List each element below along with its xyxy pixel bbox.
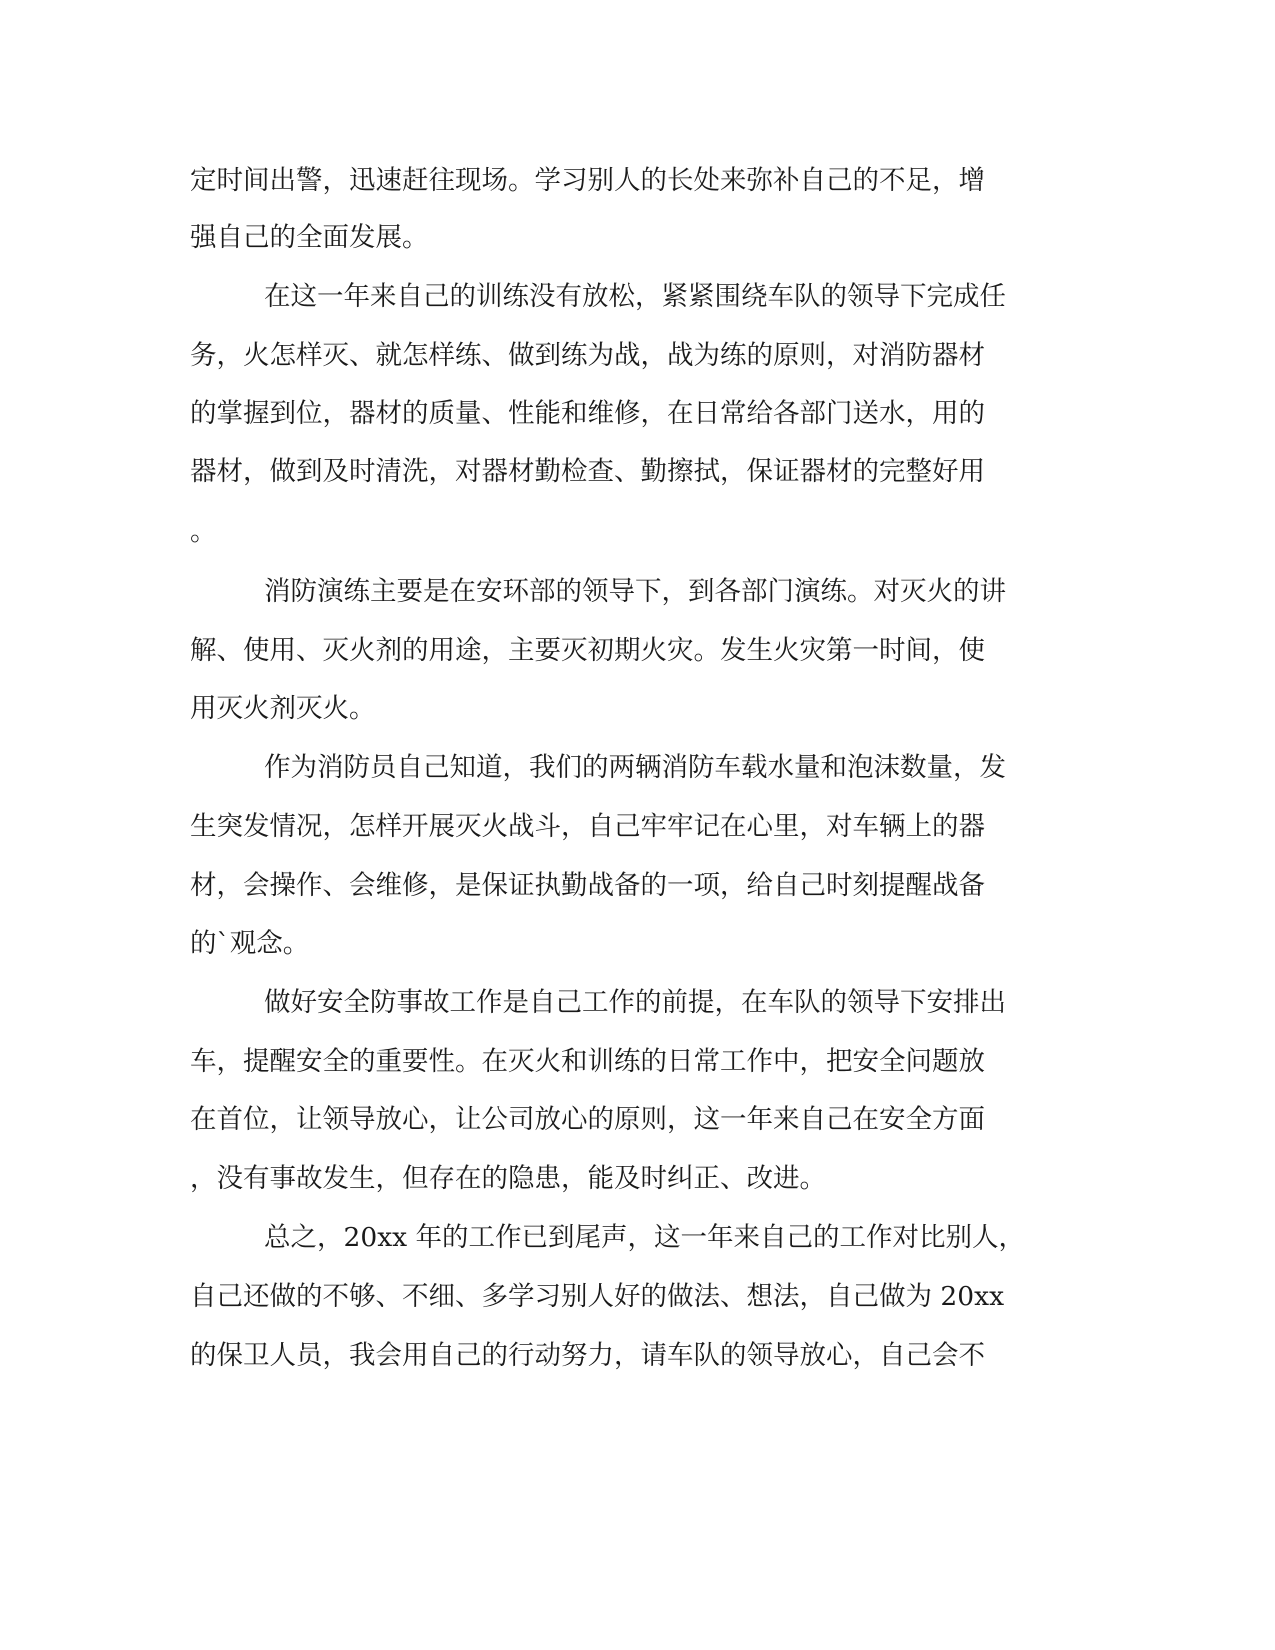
text-line: 材，会操作、会维修，是保证执勤战备的一项，给自己时刻提醒战备 (190, 870, 985, 901)
text-line: 的掌握到位，器材的质量、性能和维修，在日常给各部门送水，用的 (190, 398, 985, 429)
paragraph-first-line: 作为消防员自己知道，我们的两辆消防车载水量和泡沫数量，发 (264, 752, 1006, 783)
text-line: 用灭火剂灭火。 (190, 693, 376, 724)
text-line: 在首位，让领导放心，让公司放心的原则，这一年来自己在安全方面 (190, 1104, 985, 1135)
text-line: 。 (190, 516, 217, 547)
text-line: 定时间出警，迅速赶往现场。学习别人的长处来弥补自己的不足，增 (190, 165, 985, 196)
text-line: 解、使用、灭火剂的用途，主要灭初期火灾。发生火灾第一时间，使 (190, 635, 985, 666)
text-line: 生突发情况，怎样开展灭火战斗，自己牢牢记在心里，对车辆上的器 (190, 811, 985, 842)
text-line: 强自己的全面发展。 (190, 222, 429, 253)
paragraph-first-line: 消防演练主要是在安环部的领导下，到各部门演练。对灭火的讲 (264, 576, 1006, 607)
paragraph-first-line: 做好安全防事故工作是自己工作的前提，在车队的领导下安排出 (264, 987, 1006, 1018)
text-line: 务，火怎样灭、就怎样练、做到练为战，战为练的原则，对消防器材 (190, 340, 985, 371)
text-line: 的保卫人员，我会用自己的行动努力，请车队的领导放心，自己会不 (190, 1340, 985, 1371)
text-line: 的`观念。 (190, 928, 310, 959)
text-line: ，没有事故发生，但存在的隐患，能及时纠正、改进。 (190, 1163, 826, 1194)
paragraph-first-line: 在这一年来自己的训练没有放松，紧紧围绕车队的领导下完成任 (264, 281, 1006, 312)
text-line: 车，提醒安全的重要性。在灭火和训练的日常工作中，把安全问题放 (190, 1046, 985, 1077)
text-line: 器材，做到及时清洗，对器材勤检查、勤擦拭，保证器材的完整好用 (190, 456, 985, 487)
text-line: 自己还做的不够、不细、多学习别人好的做法、想法，自己做为 20xx (190, 1281, 1005, 1312)
paragraph-first-line: 总之，20xx 年的工作已到尾声，这一年来自己的工作对比别人， (264, 1222, 1026, 1253)
